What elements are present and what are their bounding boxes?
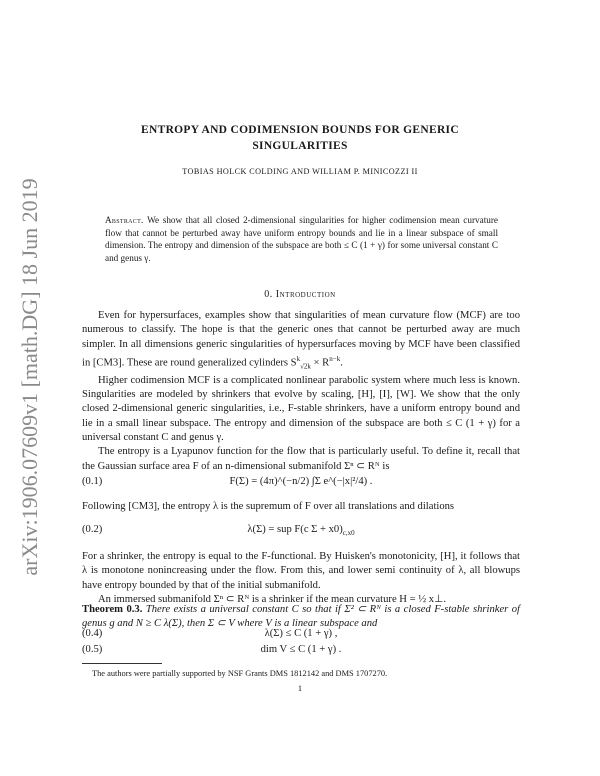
paper-title <box>80 122 520 154</box>
eq-number-0-2: (0.2) <box>82 524 103 535</box>
title-line-2: SINGULARITIES <box>252 140 348 152</box>
shrinker-entropy-text: For a shrinker, the entropy is equal to the F-functional. By Huisken's monotonicity, [H], it follows that λ is monotone nonincreasing under the flow. From this, and lower semi continuity of λ, all blowups have entropy bounded by that of the initial submanifold. <box>82 551 520 591</box>
eq-number-0-5: (0.5) <box>82 644 103 655</box>
eq-formula-0-1: F(Σ) = (4π)^(−n/2) ∫Σ e^(−|x|²/4) . <box>229 476 373 487</box>
eq-formula-0-2-text: λ(Σ) = sup F(c Σ + x0) <box>247 524 343 535</box>
footnote-rule <box>82 663 162 664</box>
cylinder-end: . <box>340 357 343 369</box>
section-heading: 0. Introduction <box>264 289 336 300</box>
intro-body <box>82 309 520 474</box>
abstract-text: We show that all closed 2-dimensional singularities for higher codimension mean curvature flow that cannot be perturbed away have uniform entropy bounds and lie in a linear subspace of small dimension. The entropy and dimension of the subspace are both ≤ C (1 + γ) for some universal constant C and genus γ. <box>105 215 498 263</box>
immersed-text: An immersed submanifold Σⁿ ⊂ Rᴺ is a shrinker if the mean curvature H = ½ x⊥. <box>98 593 446 605</box>
authors: TOBIAS HOLCK COLDING AND WILLIAM P. MINICOZZI II <box>182 167 418 176</box>
footnote: The authors were partially supported by NSF Grants DMS 1812142 and DMS 1707270. <box>92 669 388 678</box>
eq-formula-0-2-sub: c,x0 <box>342 529 355 538</box>
following-text: Following [CM3], the entropy λ is the supremum of F over all translations and dilations <box>82 501 455 512</box>
theorem-label: Theorem 0.3. <box>82 604 143 615</box>
cylinder-sup: k <box>296 354 301 363</box>
paragraph-1 <box>82 309 520 374</box>
eq-formula-0-2 <box>82 524 520 537</box>
eq-formula-0-5: dim V ≤ C (1 + γ) . <box>260 644 342 655</box>
abstract <box>105 214 498 264</box>
paragraph-3: The entropy is a Lyapunov function for the flow that is particularly useful. To define it, recall that the Gaussian surface area F of an n-dimensional submanifold Σⁿ ⊂ Rᴺ is <box>82 446 520 472</box>
page-number: 1 <box>297 683 303 693</box>
eq-number-0-4: (0.4) <box>82 628 103 639</box>
theorem-text: There exists a universal constant C so that if Σ² ⊂ Rᴺ is a closed F-stable shrinker of genus g and N ≥ C λ(Σ), then Σ ⊂ V where V is a linear subspace and <box>82 604 520 630</box>
paragraph-1-text: Even for hypersurfaces, examples show that singularities of mean curvature flow (MCF) are too numerous to classify. The hope is that the generic ones that cannot be perturbed away are much simpler. In all dimensions generic singularities of hypersurfaces moving by MCF have been classified in [CM3]. These are round generalized cylinders S <box>82 310 520 369</box>
cylinder-exp: n−k <box>329 354 341 363</box>
cylinder-sub: √2k <box>300 362 311 371</box>
title-line-1: ENTROPY AND CODIMENSION BOUNDS FOR GENERIC <box>141 124 459 136</box>
arxiv-stamp: arXiv:1906.07609v1 [math.DG] 18 Jun 2019 <box>17 178 42 576</box>
eq-number-0-1: (0.1) <box>82 476 103 487</box>
eq-formula-0-4: λ(Σ) ≤ C (1 + γ) , <box>264 628 338 639</box>
paragraph-2: Higher codimension MCF is a complicated nonlinear parabolic system where much less is known. Singularities are modeled by shrinkers that evolve by scaling, [H], [I], [W]. We show that the only closed 2-dimensional generic singularities, i.e., F-stable shrinkers, have a uniform entropy bound and lie in a small linear subspace. The entropy and dimension of the subspace are both ≤ C (1 + γ) for a universal constant C and genus γ. <box>82 374 520 444</box>
abstract-label: Abstract. <box>105 215 144 225</box>
shrinker-paragraph <box>82 550 520 607</box>
cylinder-times: × R <box>310 357 330 369</box>
